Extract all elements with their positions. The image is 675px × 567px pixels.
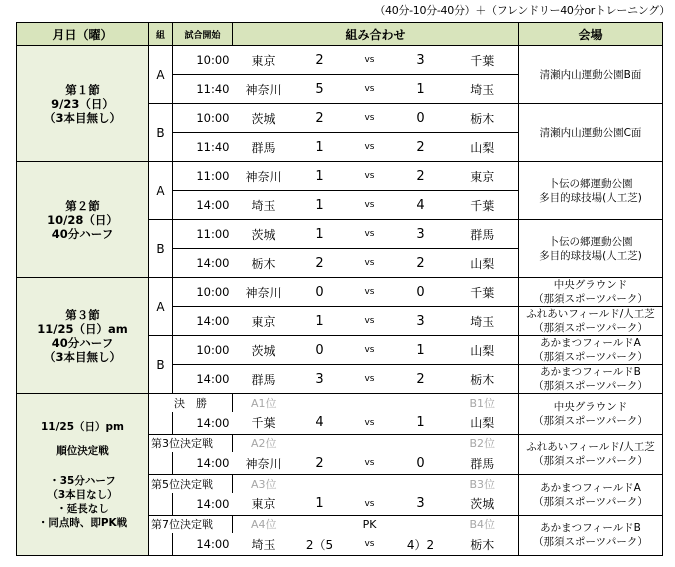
text-line: （那須スポーツパーク） <box>533 380 648 392</box>
home-team: 千葉 <box>233 412 295 435</box>
text-line: 40分ハーフ <box>51 226 114 241</box>
kickoff-time: 10:00 <box>173 46 233 75</box>
header-date: 月日（曜） <box>17 23 149 46</box>
seed-away: B3位 <box>447 475 519 493</box>
pk-label <box>345 394 395 412</box>
seed-home: A4位 <box>233 515 295 533</box>
text-line: 卜伝の郷運動公園 <box>548 177 633 190</box>
venue-cell <box>519 46 663 104</box>
home-score: 1 <box>295 191 345 220</box>
home-score: 1 <box>295 133 345 162</box>
text-line: 清瀬内山運動公園C面 <box>539 126 642 139</box>
text-line: 第２節 <box>65 198 100 213</box>
away-team: 埼玉 <box>447 307 519 336</box>
vs-label: vs <box>345 278 395 307</box>
venue-cell <box>519 104 663 162</box>
text-line: （那須スポーツパーク） <box>533 495 648 508</box>
text-line: 第１節 <box>65 82 100 97</box>
home-team: 群馬 <box>233 133 295 162</box>
stage-label: 決 勝 <box>149 394 233 412</box>
group-label: B <box>149 336 173 394</box>
text-line: （那須スポーツパーク） <box>533 455 648 468</box>
away-team: 山梨 <box>447 412 519 435</box>
text-line: 順位決定戦 <box>56 444 109 457</box>
away-score: 3 <box>395 46 447 75</box>
blank-cell <box>295 475 345 493</box>
home-score: 2 <box>295 452 345 475</box>
home-score: 1 <box>295 493 345 516</box>
header-venue: 会場 <box>519 23 663 46</box>
venue-cell <box>519 162 663 220</box>
away-score: 1 <box>395 412 447 435</box>
vs-label: vs <box>345 104 395 133</box>
away-score: 2 <box>395 365 447 394</box>
group-label: B <box>149 220 173 278</box>
group-label: A <box>149 278 173 336</box>
home-team: 神奈川 <box>233 278 295 307</box>
venue-cell <box>519 278 663 307</box>
away-score: 4）2 <box>395 533 447 556</box>
text-line: 9/23（日） <box>51 96 114 111</box>
venue-cell <box>519 515 663 556</box>
vs-label: vs <box>345 307 395 336</box>
home-score: 3 <box>295 365 345 394</box>
home-team: 東京 <box>233 46 295 75</box>
text-line: 11/25（日）am <box>37 321 128 336</box>
home-score: 4 <box>295 412 345 435</box>
text-line: あかまつフィールドA <box>540 337 641 349</box>
group-label: B <box>149 104 173 162</box>
pk-label <box>345 434 395 452</box>
text-line: （那須スポーツパーク） <box>533 414 648 427</box>
blank-cell <box>395 515 447 533</box>
blank-cell <box>395 475 447 493</box>
away-score: 1 <box>395 336 447 365</box>
stage-label: 第5位決定戦 <box>149 475 233 493</box>
text-line: 多目的球技場(人工芝) <box>539 191 642 204</box>
home-team: 埼玉 <box>233 533 295 556</box>
home-team: 神奈川 <box>233 452 295 475</box>
vs-label: vs <box>345 452 395 475</box>
away-score: 2 <box>395 162 447 191</box>
text-line: ・35分ハーフ <box>49 474 116 487</box>
home-team: 茨城 <box>233 336 295 365</box>
vs-label: vs <box>345 162 395 191</box>
text-line: あかまつフィールドB <box>540 366 641 378</box>
round-date-cell <box>17 162 149 278</box>
text-line: 中央グラウンド <box>553 400 628 413</box>
home-score: 2 <box>295 249 345 278</box>
away-score: 3 <box>395 307 447 336</box>
home-team: 栃木 <box>233 249 295 278</box>
text-line: ・同点時、即PK戦 <box>37 516 128 529</box>
away-score: 3 <box>395 220 447 249</box>
kickoff-time: 10:00 <box>173 278 233 307</box>
seed-away: B1位 <box>447 394 519 412</box>
text-line: （那須スポーツパーク） <box>533 351 648 363</box>
text-line: 10/28（日） <box>47 212 118 227</box>
kickoff-time: 14:00 <box>173 365 233 394</box>
text-line: （3本目無し） <box>43 110 121 125</box>
venue-cell <box>519 220 663 278</box>
text-line: ふれあいフィールド/人工芝 <box>526 308 655 320</box>
home-score: 1 <box>295 162 345 191</box>
away-team: 茨城 <box>447 493 519 516</box>
home-team: 埼玉 <box>233 191 295 220</box>
venue-cell <box>519 365 663 394</box>
home-score: 5 <box>295 75 345 104</box>
venue-cell <box>519 475 663 516</box>
away-team: 千葉 <box>447 191 519 220</box>
text-line: （3本目無し） <box>43 349 121 364</box>
round-date-cell <box>17 278 149 394</box>
text-line: （3本目なし） <box>47 488 118 501</box>
away-score: 2 <box>395 133 447 162</box>
home-score: 2（5 <box>295 533 345 556</box>
seed-home: A1位 <box>233 394 295 412</box>
kickoff-time: 10:00 <box>173 336 233 365</box>
blank-cell <box>295 515 345 533</box>
kickoff-time: 11:40 <box>173 133 233 162</box>
home-team: 群馬 <box>233 365 295 394</box>
blank-cell <box>149 412 173 435</box>
home-team: 東京 <box>233 493 295 516</box>
away-team: 千葉 <box>447 278 519 307</box>
text-line: あかまつフィールドB <box>540 522 641 535</box>
away-team: 栃木 <box>447 365 519 394</box>
group-label: A <box>149 162 173 220</box>
pk-label: PK <box>345 515 395 533</box>
match-row <box>17 278 663 307</box>
blank-cell <box>295 434 345 452</box>
away-team: 山梨 <box>447 249 519 278</box>
away-score: 0 <box>395 452 447 475</box>
home-score: 2 <box>295 46 345 75</box>
away-team: 栃木 <box>447 104 519 133</box>
home-score: 2 <box>295 104 345 133</box>
blank-cell <box>149 533 173 556</box>
home-team: 茨城 <box>233 104 295 133</box>
vs-label: vs <box>345 133 395 162</box>
blank-cell <box>395 434 447 452</box>
away-team: 東京 <box>447 162 519 191</box>
vs-label: vs <box>345 46 395 75</box>
away-score: 3 <box>395 493 447 516</box>
blank-cell <box>395 394 447 412</box>
venue-cell <box>519 336 663 365</box>
stage-label: 第3位決定戦 <box>149 434 233 452</box>
seed-away: B4位 <box>447 515 519 533</box>
kickoff-time: 14:00 <box>173 249 233 278</box>
vs-label: vs <box>345 412 395 435</box>
vs-label: vs <box>345 336 395 365</box>
vs-label: vs <box>345 75 395 104</box>
vs-label: vs <box>345 220 395 249</box>
kickoff-time: 11:40 <box>173 75 233 104</box>
kickoff-time: 14:00 <box>173 452 233 475</box>
blank-cell <box>149 493 173 516</box>
away-team: 千葉 <box>447 46 519 75</box>
seed-row <box>17 394 663 412</box>
kickoff-time: 14:00 <box>173 493 233 516</box>
away-score: 1 <box>395 75 447 104</box>
blank-cell <box>295 394 345 412</box>
header-match: 組み合わせ <box>233 23 519 46</box>
venue-cell <box>519 394 663 435</box>
text-line: （那須スポーツパーク） <box>533 322 648 334</box>
text-line: （那須スポーツパーク） <box>533 536 648 549</box>
kickoff-time: 14:00 <box>173 412 233 435</box>
away-team: 群馬 <box>447 220 519 249</box>
venue-cell <box>519 307 663 336</box>
home-team: 神奈川 <box>233 75 295 104</box>
text-line: 卜伝の郷運動公園 <box>548 235 633 248</box>
vs-label: vs <box>345 191 395 220</box>
text-line: あかまつフィールドA <box>540 481 641 494</box>
kickoff-time: 11:00 <box>173 220 233 249</box>
vs-label: vs <box>345 533 395 556</box>
home-score: 0 <box>295 336 345 365</box>
home-team: 茨城 <box>233 220 295 249</box>
kickoff-time: 10:00 <box>173 104 233 133</box>
header-start: 試合開始 <box>173 23 233 46</box>
text-line: 中央グラウンド <box>553 279 628 291</box>
home-team: 東京 <box>233 307 295 336</box>
away-score: 4 <box>395 191 447 220</box>
header-group: 組 <box>149 23 173 46</box>
kickoff-time: 14:00 <box>173 533 233 556</box>
text-line: ・延長なし <box>56 502 109 515</box>
home-score: 1 <box>295 307 345 336</box>
home-score: 0 <box>295 278 345 307</box>
seed-home: A2位 <box>233 434 295 452</box>
group-label: A <box>149 46 173 104</box>
match-row <box>17 162 663 191</box>
format-note: （40分-10分-40分）＋（フレンドリー40分orトレーニング） <box>374 4 670 17</box>
away-team: 栃木 <box>447 533 519 556</box>
away-team: 山梨 <box>447 133 519 162</box>
round-date-cell <box>17 46 149 162</box>
text-line: 第３節 <box>65 307 100 322</box>
schedule-table <box>16 22 663 556</box>
stage-label: 第7位決定戦 <box>149 515 233 533</box>
finals-date-cell <box>17 394 149 556</box>
vs-label: vs <box>345 249 395 278</box>
away-team: 群馬 <box>447 452 519 475</box>
home-score: 1 <box>295 220 345 249</box>
vs-label: vs <box>345 493 395 516</box>
away-team: 山梨 <box>447 336 519 365</box>
away-score: 2 <box>395 249 447 278</box>
seed-home: A3位 <box>233 475 295 493</box>
away-team: 埼玉 <box>447 75 519 104</box>
text-line: 清瀬内山運動公園B面 <box>539 68 642 81</box>
header-row <box>17 23 663 46</box>
kickoff-time: 11:00 <box>173 162 233 191</box>
vs-label: vs <box>345 365 395 394</box>
text-line: （那須スポーツパーク） <box>533 293 648 305</box>
pk-label <box>345 475 395 493</box>
text-line: ふれあいフィールド/人工芝 <box>526 441 655 454</box>
seed-away: B2位 <box>447 434 519 452</box>
text-line: 多目的球技場(人工芝) <box>539 249 642 262</box>
home-team: 神奈川 <box>233 162 295 191</box>
match-row <box>17 46 663 75</box>
kickoff-time: 14:00 <box>173 307 233 336</box>
away-score: 0 <box>395 278 447 307</box>
venue-cell <box>519 434 663 475</box>
away-score: 0 <box>395 104 447 133</box>
text-line: 11/25（日）pm <box>40 420 124 433</box>
kickoff-time: 14:00 <box>173 191 233 220</box>
blank-cell <box>149 452 173 475</box>
text-line: 40分ハーフ <box>51 335 114 350</box>
